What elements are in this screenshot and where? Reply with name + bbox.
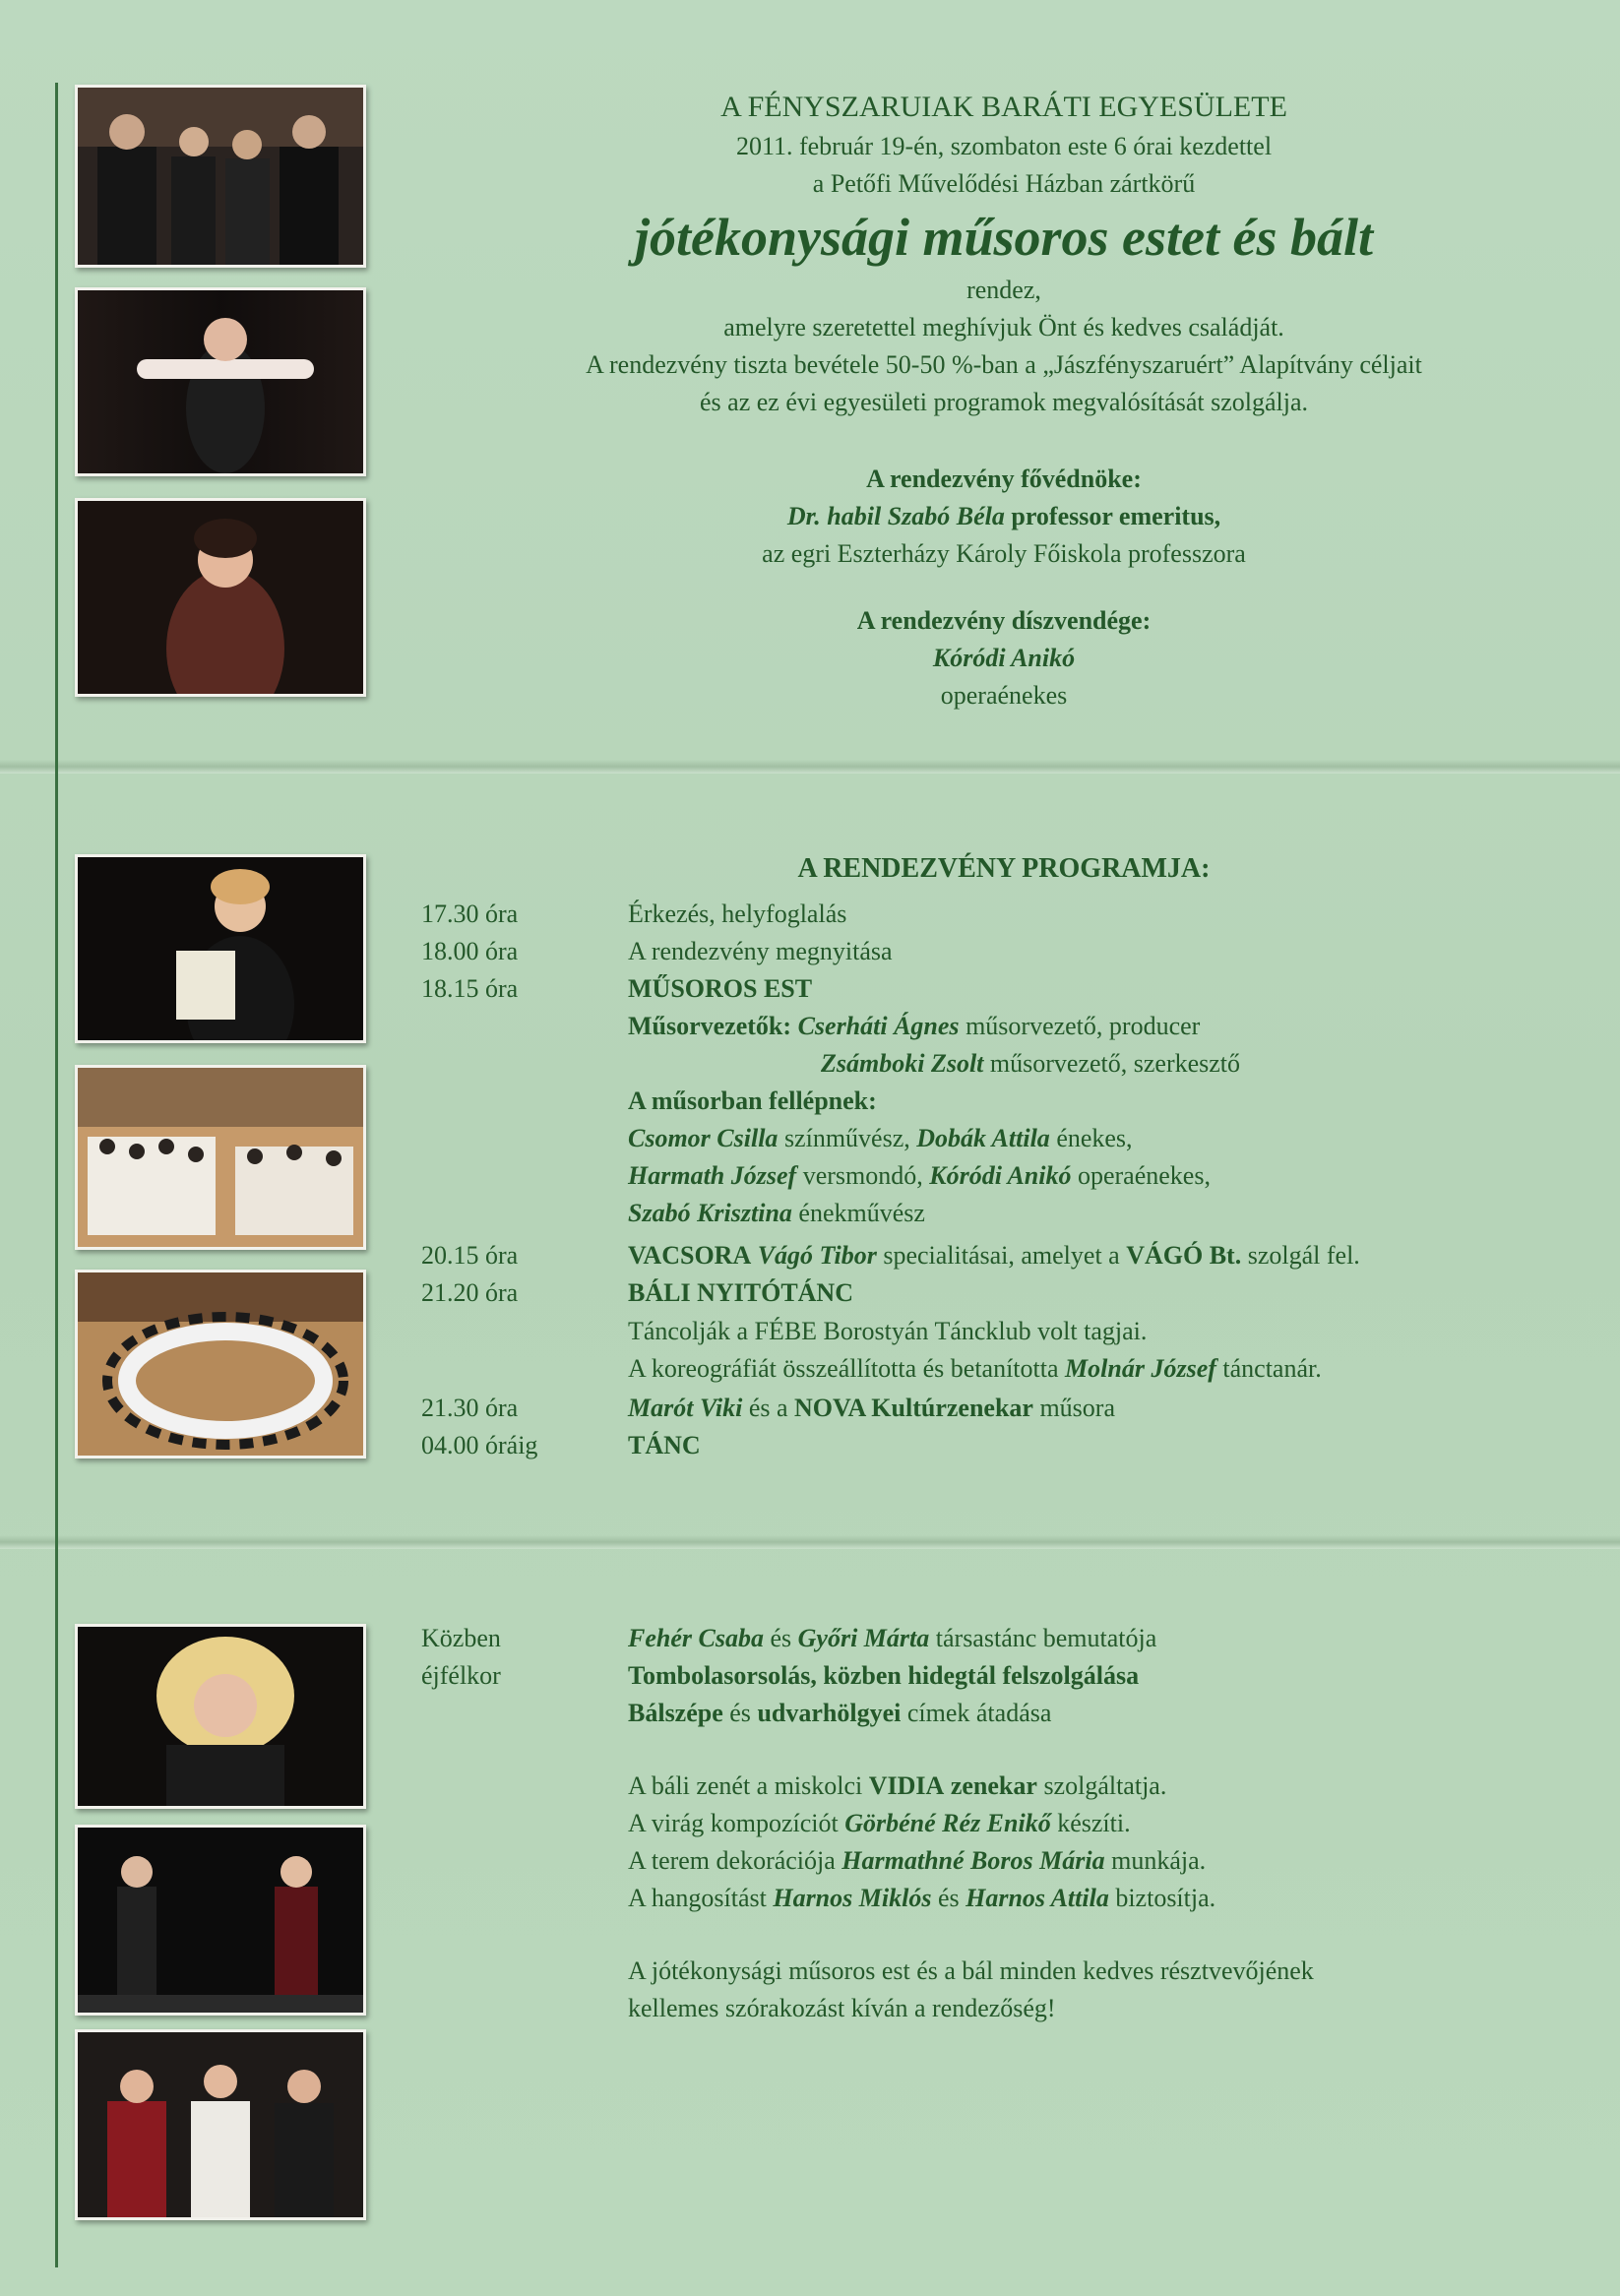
photo-ball-queens xyxy=(75,2029,366,2220)
program-heading: A RENDEZVÉNY PROGRAMJA: xyxy=(797,853,1211,884)
time-2: 18.00 óra xyxy=(421,937,519,965)
dance-club-line: Táncolják a FÉBE Borostyán Táncklub volt tagjai. xyxy=(628,1317,1148,1345)
performer-4-name: Kóródi Anikó xyxy=(929,1161,1072,1190)
crown-end: címek átadása xyxy=(906,1699,1052,1727)
music-band: VIDIA xyxy=(868,1771,945,1800)
desc-3: MŰSOROS EST xyxy=(628,974,813,1003)
time-3: 18.15 óra xyxy=(421,974,519,1003)
vertical-rule xyxy=(55,83,58,2267)
invitation-header xyxy=(423,87,1585,714)
midnight-text: Tombolasorsolás, közben hidegtál felszolgálása xyxy=(628,1661,1140,1690)
music-text: A báli zenét a miskolci xyxy=(628,1771,863,1800)
performers-label: A műsorban fellépnek: xyxy=(628,1086,877,1115)
sound-text: A hangosítást xyxy=(628,1884,767,1912)
guest-name: Kóródi Anikó xyxy=(932,644,1076,672)
time-1: 17.30 óra xyxy=(421,900,519,928)
performer-1-role: színművész, xyxy=(783,1124,910,1152)
proceeds-line-2: és az ez évi egyesületi programok megvalósítását szolgálja. xyxy=(700,388,1308,416)
florist-name: Görbéné Réz Enikő xyxy=(844,1809,1051,1837)
performer-5-name: Szabó Krisztina xyxy=(628,1199,792,1227)
hosts-line-2 xyxy=(821,1045,1240,1083)
program-heading-wrap xyxy=(423,850,1585,888)
photo-singer-1 xyxy=(75,287,366,476)
desc-6-and: és a xyxy=(748,1394,788,1422)
choreography-line xyxy=(628,1350,1322,1388)
meanwhile-text xyxy=(628,1620,1156,1657)
performer-3-role: versmondó, xyxy=(802,1161,923,1190)
photo-blonde-singer xyxy=(75,1624,366,1809)
sound-person-2: Harnos Attila xyxy=(966,1884,1109,1912)
photo-opening-dance xyxy=(75,1270,366,1458)
patron-heading: A rendezvény fővédnöke: xyxy=(866,465,1142,493)
crown-and: és xyxy=(729,1699,751,1727)
performer-3-name: Harmath József xyxy=(628,1161,797,1190)
desc-5: BÁLI NYITÓTÁNC xyxy=(628,1278,853,1307)
patron-affiliation: az egri Eszterházy Károly Főiskola professzora xyxy=(762,539,1246,568)
music-line xyxy=(628,1768,1166,1805)
fold-line xyxy=(0,1535,1620,1549)
venue-line: a Petőfi Művelődési Házban zártkörű xyxy=(812,169,1196,198)
desc-6 xyxy=(628,1390,1115,1427)
flower-text: A virág kompozíciót xyxy=(628,1809,839,1837)
chef-name: Vágó Tibor xyxy=(757,1241,877,1270)
time-5: 21.20 óra xyxy=(421,1278,519,1307)
time-4: 20.15 óra xyxy=(421,1241,519,1270)
choreo-role: tánctanár. xyxy=(1222,1354,1322,1383)
decoration-line xyxy=(628,1842,1206,1880)
photo-singer-reading xyxy=(75,854,366,1043)
organizer: A FÉNYSZARUIAK BARÁTI EGYESÜLETE xyxy=(720,91,1287,123)
photo-speakers xyxy=(75,85,366,268)
performers-line-2 xyxy=(628,1157,1211,1195)
performer-4-role: operaénekes, xyxy=(1077,1161,1211,1190)
dinner-label: VACSORA xyxy=(628,1241,752,1270)
time-6: 21.30 óra xyxy=(421,1394,519,1422)
ball-queen: Bálszépe xyxy=(628,1699,723,1727)
dancer-2-name: Győri Márta xyxy=(797,1624,930,1652)
host-1-role: műsorvezető, producer xyxy=(966,1012,1201,1040)
guest-heading: A rendezvény díszvendége: xyxy=(856,606,1152,635)
performer-5-role: énekművész xyxy=(798,1199,925,1227)
rendez-line: rendez, xyxy=(966,276,1041,304)
photo-singer-2 xyxy=(75,498,366,697)
hosts-line-1 xyxy=(628,1008,1200,1045)
performers-line-1 xyxy=(628,1120,1133,1157)
midnight-label: éjfélkor xyxy=(421,1661,501,1690)
performer-2-name: Dobák Attila xyxy=(916,1124,1050,1152)
desc-1: Érkezés, helyfoglalás xyxy=(628,900,847,928)
band-name: NOVA Kultúrzenekar xyxy=(794,1394,1033,1422)
sound-end: biztosítja. xyxy=(1115,1884,1216,1912)
dinner-text: specialitásai, amelyet a xyxy=(883,1241,1120,1270)
music-end: szolgáltatja. xyxy=(1043,1771,1167,1800)
ladies-in-waiting: udvarhölgyei xyxy=(757,1699,902,1727)
photo-ballroom xyxy=(75,1065,366,1250)
sound-line xyxy=(628,1880,1215,1917)
guest-role: operaénekes xyxy=(940,681,1068,710)
host-2-name: Zsámboki Zsolt xyxy=(821,1049,984,1078)
decorator-name: Harmathné Boros Mária xyxy=(841,1846,1105,1875)
fold-line xyxy=(0,760,1620,774)
photo-stage-duo xyxy=(75,1825,366,2016)
meanwhile-label: Közben xyxy=(421,1624,501,1652)
singer-name: Marót Viki xyxy=(628,1394,743,1422)
patron-name: Dr. habil Szabó Béla xyxy=(786,502,1005,530)
host-1-name: Cserháti Ágnes xyxy=(797,1012,960,1040)
hosts-label: Műsorvezetők: xyxy=(628,1012,792,1040)
flower-line xyxy=(628,1805,1131,1842)
date-line: 2011. február 19-én, szombaton este 6 órai kezdettel xyxy=(735,132,1273,160)
closing-line-2: kellemes szórakozást kíván a rendezőség! xyxy=(628,1994,1056,2022)
desc-4 xyxy=(628,1237,1360,1274)
dancer-1-name: Fehér Csaba xyxy=(628,1624,764,1652)
patron-line xyxy=(423,498,1585,535)
music-zenekar: zenekar xyxy=(950,1771,1037,1800)
choreographer-name: Molnár József xyxy=(1065,1354,1216,1383)
desc-2: A rendezvény megnyitása xyxy=(628,937,893,965)
invite-line: amelyre szeretettel meghívjuk Önt és kedves családját. xyxy=(723,313,1284,341)
flower-end: készíti. xyxy=(1057,1809,1131,1837)
crown-line xyxy=(628,1695,1051,1732)
desc-7: TÁNC xyxy=(628,1431,701,1459)
sound-person-1: Harnos Miklós xyxy=(773,1884,932,1912)
host-2-role: műsorvezető, szerkesztő xyxy=(989,1049,1241,1078)
proceeds-line-1: A rendezvény tiszta bevétele 50-50 %-ban a „Jászfényszaruért” Alapítvány céljait xyxy=(586,350,1422,379)
meanwhile-end: társastánc bemutatója xyxy=(935,1624,1157,1652)
meanwhile-and: és xyxy=(770,1624,792,1652)
dinner-text-end: szolgál fel. xyxy=(1247,1241,1360,1270)
event-title: jótékonysági műsoros estet és bált xyxy=(634,208,1373,267)
time-7: 04.00 óráig xyxy=(421,1431,538,1459)
desc-6-end: műsora xyxy=(1039,1394,1115,1422)
deco-end: munkája. xyxy=(1111,1846,1207,1875)
patron-title: professor emeritus, xyxy=(1011,502,1221,530)
deco-text: A terem dekorációja xyxy=(628,1846,836,1875)
performer-1-name: Csomor Csilla xyxy=(628,1124,779,1152)
performer-2-role: énekes, xyxy=(1056,1124,1133,1152)
choreo-text: A koreográfiát összeállította és betanította xyxy=(628,1354,1059,1383)
performers-line-3 xyxy=(628,1195,925,1232)
caterer-name: VÁGÓ Bt. xyxy=(1126,1241,1242,1270)
closing-line-1: A jótékonysági műsoros est és a bál minden kedves résztvevőjének xyxy=(628,1956,1314,1985)
sound-and: és xyxy=(937,1884,960,1912)
